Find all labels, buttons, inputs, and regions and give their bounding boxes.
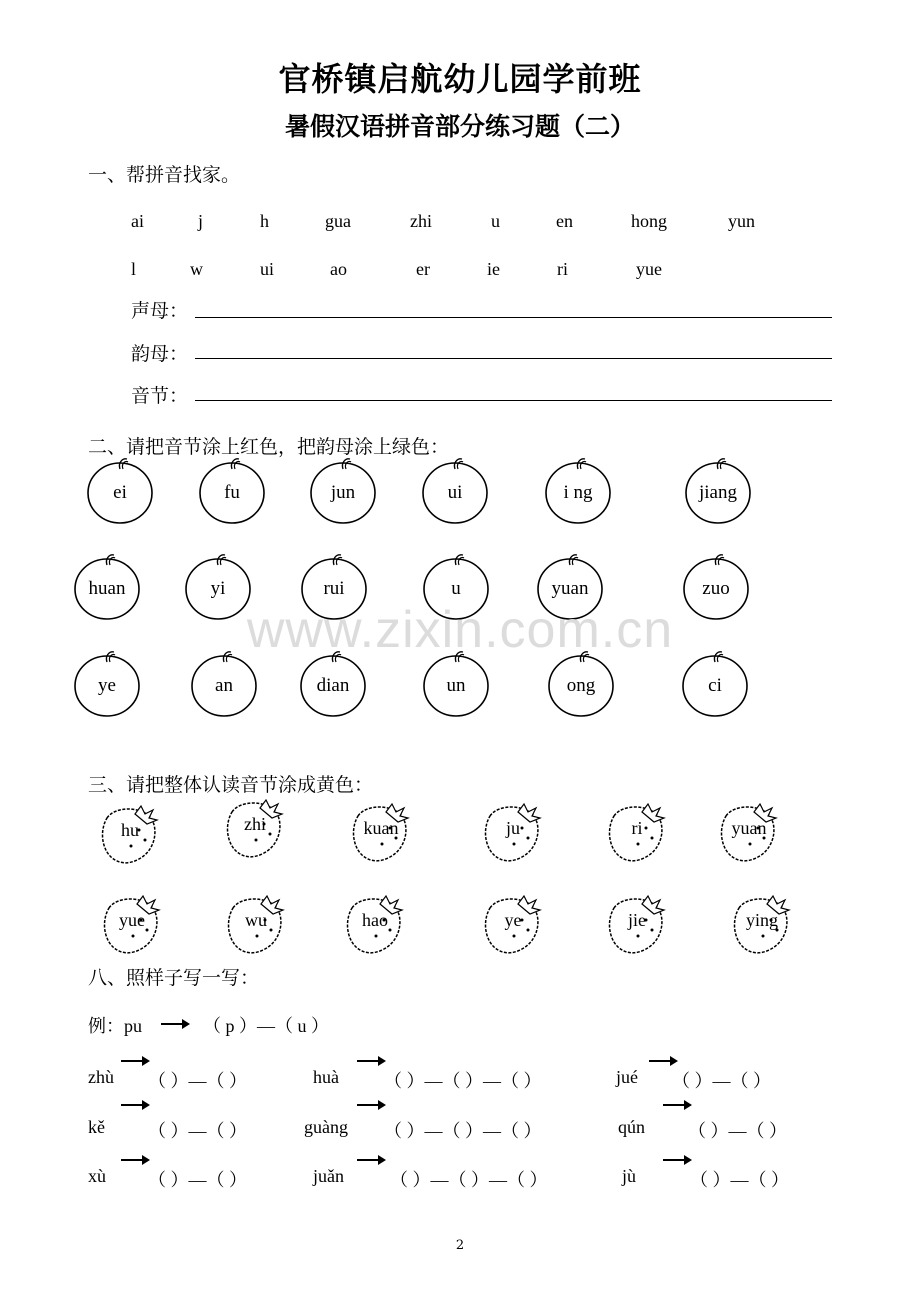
strawberry-label: yuan [731,818,767,838]
apple-label: rui [323,578,345,599]
strawberry-card[interactable] [478,890,548,960]
syllable-text: qún [618,1117,645,1137]
strawberry-label: ri [631,818,643,838]
pinyin-item: h [260,211,269,231]
pinyin-item: ao [330,259,347,279]
arrow-icon [356,1099,386,1111]
arrow-icon [662,1099,692,1111]
apple-card[interactable] [415,455,495,535]
apple-card[interactable] [303,455,383,535]
apple-label: zuo [702,578,730,599]
apple-label: jun [330,482,356,503]
pinyin-item: u [491,211,500,231]
pinyin-item: yun [728,211,755,231]
pinyin-item: w [190,259,203,279]
apple-label: un [446,675,466,696]
strawberry-label: hu [121,820,139,840]
answer-blanks[interactable]: （ ）—（ ） [148,1170,247,1190]
section8-heading: 八、照样子写一写： [88,967,260,989]
apple-label: jiang [699,482,737,503]
pinyin-item: hong [631,211,667,231]
syllable-text: jù [622,1166,637,1186]
page-title: 官桥镇启航幼儿园学前班 [278,60,642,98]
strawberry-label: wu [245,910,267,930]
apple-label: yi [210,578,226,599]
arrow-icon [662,1154,692,1166]
pinyin-item: yue [636,259,662,279]
watermark: www.zixin.com.cn [246,601,674,659]
arrow-icon [120,1055,150,1067]
pinyin-item: ai [131,211,144,231]
strawberry-label: ju [505,818,520,838]
apple-label: dian [316,675,350,696]
arrow-icon [356,1055,386,1067]
apple-card[interactable] [192,455,272,535]
strawberry-label: ying [745,910,778,930]
answer-line-yinjie[interactable] [195,400,832,401]
syllable-text: xù [88,1166,106,1186]
strawberry-label: hao [362,910,388,930]
strawberry-card[interactable] [727,890,797,960]
apple-label: ye [98,675,116,696]
apple-card[interactable] [80,455,160,535]
pinyin-item: l [131,259,137,279]
answer-blanks[interactable]: （ ）—（ ） [148,1121,247,1141]
apple-card[interactable] [67,648,147,728]
syllable-text: juǎn [313,1166,344,1186]
arrow-icon [160,1018,190,1030]
strawberry-card[interactable] [95,800,165,870]
pinyin-item: j [198,211,204,231]
apple-label: u [451,578,461,599]
pinyin-item: ie [487,259,500,279]
page-number: 2 [455,1238,465,1253]
strawberry-card[interactable] [478,798,548,868]
strawberry-card[interactable] [97,890,167,960]
answer-blanks[interactable]: （ ）—（ ） [148,1071,247,1091]
strawberry-card[interactable] [602,798,672,868]
pinyin-item: zhi [410,211,432,231]
apple-card[interactable] [416,648,496,728]
page-subtitle: 暑假汉语拼音部分练习题（二） [284,112,635,141]
apple-card[interactable] [541,648,621,728]
syllable-text: jué [616,1067,638,1087]
answer-line-yunmu[interactable] [195,358,832,359]
strawberry-card[interactable] [220,794,290,864]
pinyin-item: gua [325,211,351,231]
apple-label: i ng [563,482,593,503]
answer-blanks[interactable]: （ ）—（ ） [688,1121,787,1141]
strawberry-card[interactable] [714,798,784,868]
syllable-text: kě [88,1117,105,1137]
pinyin-item: en [556,211,573,231]
apple-label: ci [708,675,722,696]
label-yunmu: 韵母： [131,343,189,365]
apple-label: fu [224,482,240,503]
arrow-icon [120,1099,150,1111]
arrow-icon [120,1154,150,1166]
apple-label: huan [88,578,126,599]
section3-heading: 三、请把整体认读音节涂成黄色： [88,774,374,796]
section1-heading: 一、帮拼音找家。 [88,164,241,186]
apple-card[interactable] [184,648,264,728]
apple-label: an [215,675,233,696]
pinyin-item: ui [260,259,275,279]
strawberry-card[interactable] [221,890,291,960]
syllable-text: guàng [304,1117,348,1137]
apple-label: ong [566,675,596,696]
example-answer: （ p ）—（ u ） [203,1016,329,1036]
strawberry-card[interactable] [346,798,416,868]
arrow-icon [648,1055,678,1067]
answer-line-shengmu[interactable] [195,317,832,318]
strawberry-label: yue [119,910,145,930]
answer-blanks[interactable]: （ ）—（ ）—（ ） [390,1170,548,1190]
strawberry-card[interactable] [602,890,672,960]
label-shengmu: 声母： [131,300,189,322]
label-yinjie: 音节： [131,385,189,407]
apple-card[interactable] [538,455,618,535]
apple-label: ui [447,482,463,503]
apple-label: ei [113,482,127,503]
strawberry-label: zhi [244,814,266,834]
answer-blanks[interactable]: （ ）—（ ） [672,1071,771,1091]
strawberry-label: ye [504,910,522,930]
syllable-text: zhù [88,1067,114,1087]
apple-label: yuan [551,578,589,599]
answer-blanks[interactable]: （ ）—（ ）—（ ） [384,1071,542,1091]
strawberry-card[interactable] [340,890,410,960]
syllable-text: huà [313,1067,339,1087]
apple-card[interactable] [293,648,373,728]
strawberry-label: jie [628,910,646,930]
pinyin-item: ri [557,259,568,279]
example-label: 例：pu [88,1016,142,1036]
section2-heading: 二、请把音节涂上红色，把韵母涂上绿色： [88,436,450,458]
strawberry-label: kuan [363,818,399,838]
pinyin-item: er [416,259,430,279]
apple-card[interactable] [675,648,755,728]
arrow-icon [356,1154,386,1166]
apple-card[interactable] [678,455,758,535]
answer-blanks[interactable]: （ ）—（ ） [690,1170,789,1190]
answer-blanks[interactable]: （ ）—（ ）—（ ） [384,1121,542,1141]
